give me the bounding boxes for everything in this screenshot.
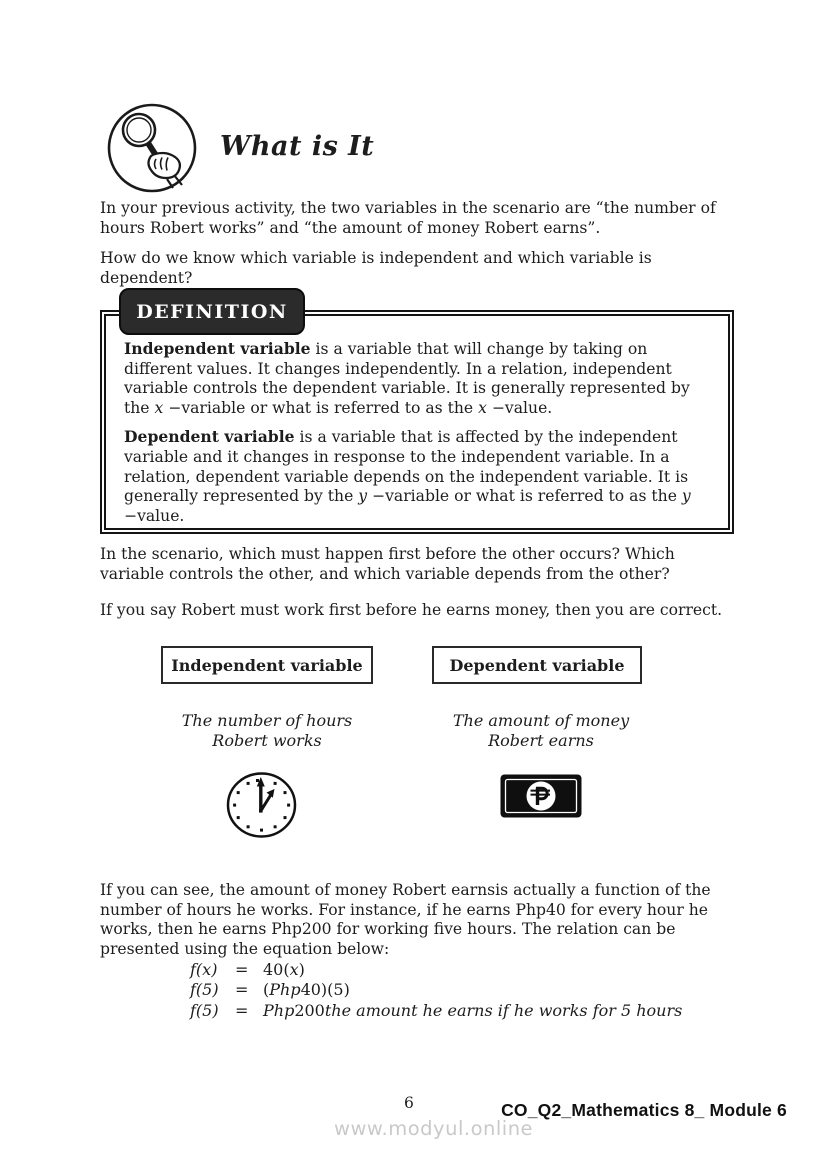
function-explanation-paragraph: If you can see, the amount of money Robert earnsis actually a function of the number of hours he works. For instance, if he earns Php40 for every hour he works, then he earns Php200 for working five hours. The relation can be presented using the equation below: bbox=[100, 881, 711, 959]
definition-box bbox=[100, 300, 734, 534]
answer-paragraph: If you say Robert must work first before he earns money, then you are correct. bbox=[100, 601, 723, 619]
definition-dependent: Dependent variable is a variable that is affected by the independent variable and it changes in response to the independent variable. In a relation, dependent variable depends on the independent variable. It is generally represented by the y −variable or what is referred to as the y −value. bbox=[124, 427, 691, 525]
dependent-variable-caption: The amount of money Robert earns bbox=[452, 711, 630, 750]
equation-lhs: f(5) bbox=[190, 1000, 219, 1020]
page-number: 6 bbox=[404, 1094, 414, 1112]
equation-note: the amount he earns if he works for 5 hours bbox=[324, 1000, 683, 1020]
definition-independent: Independent variable is a variable that will change by taking on different values. It changes independently. In a relation, independent variable controls the dependent variable. It is generally represented by the x −variable or what is referred to as the x −value. bbox=[124, 339, 690, 417]
definition-tab-label: DEFINITION bbox=[136, 300, 288, 323]
equation-block bbox=[190, 960, 682, 1021]
module-footer-label: CO_Q2_Mathematics 8_ Module 6 bbox=[501, 1100, 787, 1120]
definition-tab bbox=[119, 288, 305, 335]
equation-lhs: f(x) bbox=[190, 960, 218, 979]
dependent-variable-box bbox=[432, 646, 642, 684]
page-title: What is It bbox=[220, 131, 375, 162]
scenario-question-paragraph: In the scenario, which must happen first before the other occurs? Which variable controls the other, and which variable depends from the other? bbox=[100, 545, 675, 583]
watermark: www.modyul.online bbox=[334, 1117, 534, 1140]
equation-rhs: 40(x) bbox=[263, 960, 305, 979]
definition-content bbox=[124, 339, 712, 526]
equation-rhs: Php200the amount he earns if he works for 5 hours bbox=[263, 1000, 683, 1020]
equals-sign: = bbox=[235, 1000, 249, 1020]
dependent-term: Dependent variable bbox=[124, 427, 295, 447]
clock-icon bbox=[225, 770, 298, 840]
independent-term: Independent variable bbox=[124, 339, 311, 358]
equation-row-2 bbox=[190, 980, 682, 1000]
equation-row-3 bbox=[190, 1001, 682, 1021]
independent-variable-label: Independent variable bbox=[171, 655, 363, 675]
magnifier-hand-icon bbox=[106, 101, 199, 195]
independent-variable-caption: The number of hours Robert works bbox=[181, 711, 353, 750]
dependent-variable-label: Dependent variable bbox=[449, 655, 625, 675]
equals-sign: = bbox=[235, 960, 249, 979]
equals-sign: = bbox=[235, 980, 249, 1000]
equation-lhs: f(5) bbox=[190, 980, 219, 1000]
intro-paragraph-2: How do we know which variable is independent and which variable is dependent? bbox=[100, 249, 652, 287]
peso-bill-icon bbox=[500, 774, 582, 818]
equation-row-1 bbox=[190, 960, 682, 980]
intro-paragraph-1: In your previous activity, the two variables in the scenario are “the number of hours Robert works” and “the amount of money Robert earns”. bbox=[100, 199, 716, 237]
equation-rhs: (Php40)(5) bbox=[263, 980, 350, 1000]
independent-variable-box bbox=[161, 646, 373, 684]
